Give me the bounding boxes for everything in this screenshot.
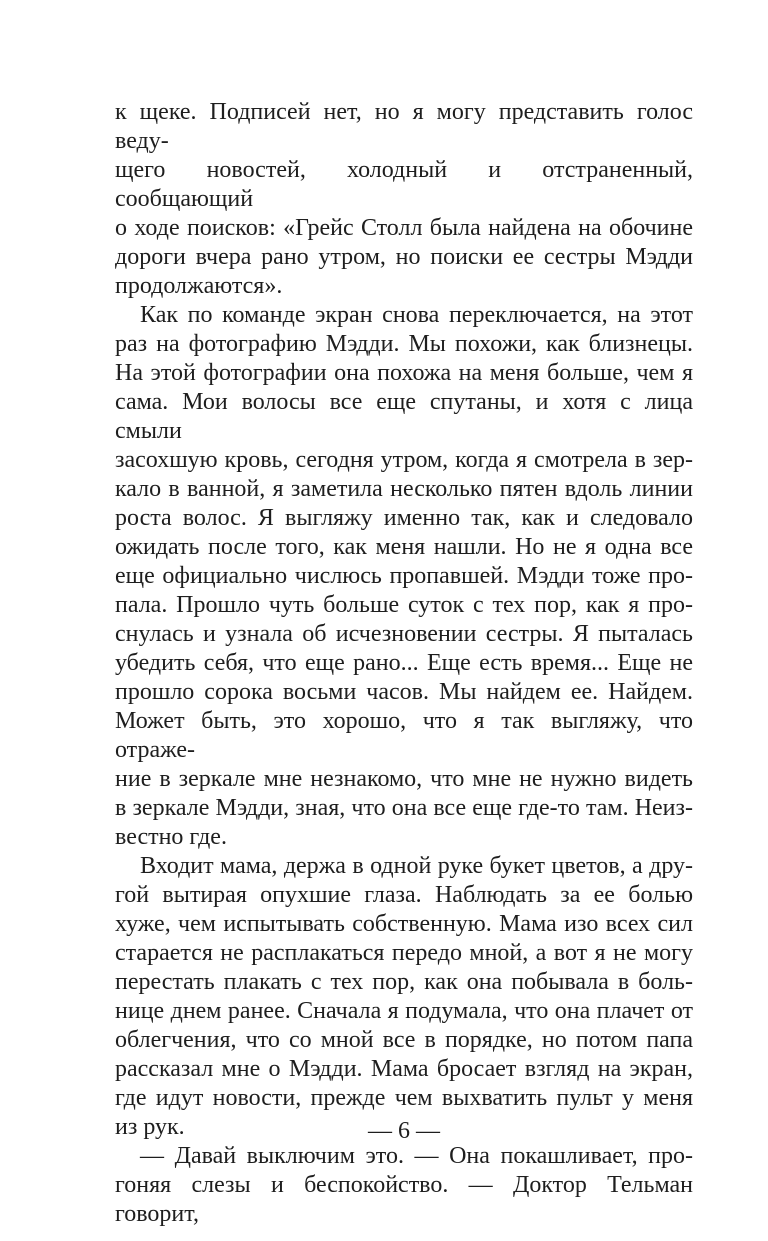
text-line: еще официально числюсь пропавшей. Мэдди тоже про- [115,563,693,589]
text-line: о ходе поисков: «Грейс Столл была найдена на обочине [115,215,693,241]
text-line: гой вытирая опухшие глаза. Наблюдать за ее болью [115,882,693,908]
text-line: гоняя слезы и беспокойство. — Доктор Тельман говорит, [115,1172,693,1227]
text-line: прошло сорока восьми часов. Мы найдем ее. Найдем. [115,679,693,705]
page-number: — 6 — [368,1118,440,1144]
text-line: ние в зеркале мне незнакомо, что мне не нужно видеть [115,766,693,792]
text-line: Может быть, это хорошо, что я так выгляжу, что отраже- [115,708,693,763]
paragraph [115,852,693,1142]
text-line: вестно где. [115,824,227,850]
text-line: На этой фотографии она похожа на меня больше, чем я [115,360,693,386]
text-line: перестать плакать с тех пор, как она побывала в боль- [115,969,693,995]
text-line: старается не расплакаться передо мной, а вот я не могу [115,940,693,966]
text-line: дороги вчера рано утром, но поиски ее сестры Мэдди [115,244,693,270]
text-line: Как по команде экран снова переключается, на этот [140,302,693,328]
text-line: — Давай выключим это. — Она покашливает, про- [140,1143,693,1169]
text-line: хуже, чем испытывать собственную. Мама изо всех сил [115,911,693,937]
text-line: нице днем ранее. Сначала я подумала, что она плачет от [115,998,693,1024]
text-line: Входит мама, держа в одной руке букет цветов, а дру- [140,853,693,879]
text-block [115,98,693,1229]
paragraph [115,301,693,852]
text-line: где идут новости, прежде чем выхватить пульт у меня [115,1085,693,1111]
text-line: к щеке. Подписей нет, но я могу представить голос веду- [115,99,693,154]
text-line: в зеркале Мэдди, зная, что она все еще где-то там. Неиз- [115,795,693,821]
text-line: рассказал мне о Мэдди. Мама бросает взгляд на экран, [115,1056,693,1082]
text-line: щего новостей, холодный и отстраненный, сообщающий [115,157,693,212]
text-line: кало в ванной, я заметила несколько пятен вдоль линии [115,476,693,502]
text-line: снулась и узнала об исчезновении сестры. Я пыталась [115,621,693,647]
text-line: ожидать после того, как меня нашли. Но не я одна все [115,534,693,560]
text-line: облегчения, что со мной все в порядке, но потом папа [115,1027,693,1053]
text-line: раз на фотографию Мэдди. Мы похожи, как близнецы. [115,331,693,357]
text-line: из рук. [115,1114,185,1140]
text-line: пала. Прошло чуть больше суток с тех пор, как я про- [115,592,693,618]
text-line: убедить себя, что еще рано... Еще есть время... Еще не [115,650,693,676]
text-line: продолжаются». [115,273,283,299]
paragraph [115,1142,693,1229]
text-line: засохшую кровь, сегодня утром, когда я смотрела в зер- [115,447,693,473]
paragraph [115,98,693,301]
text-line: роста волос. Я выгляжу именно так, как и следовало [115,505,693,531]
text-line: сама. Мои волосы все еще спутаны, и хотя с лица смыли [115,389,693,444]
